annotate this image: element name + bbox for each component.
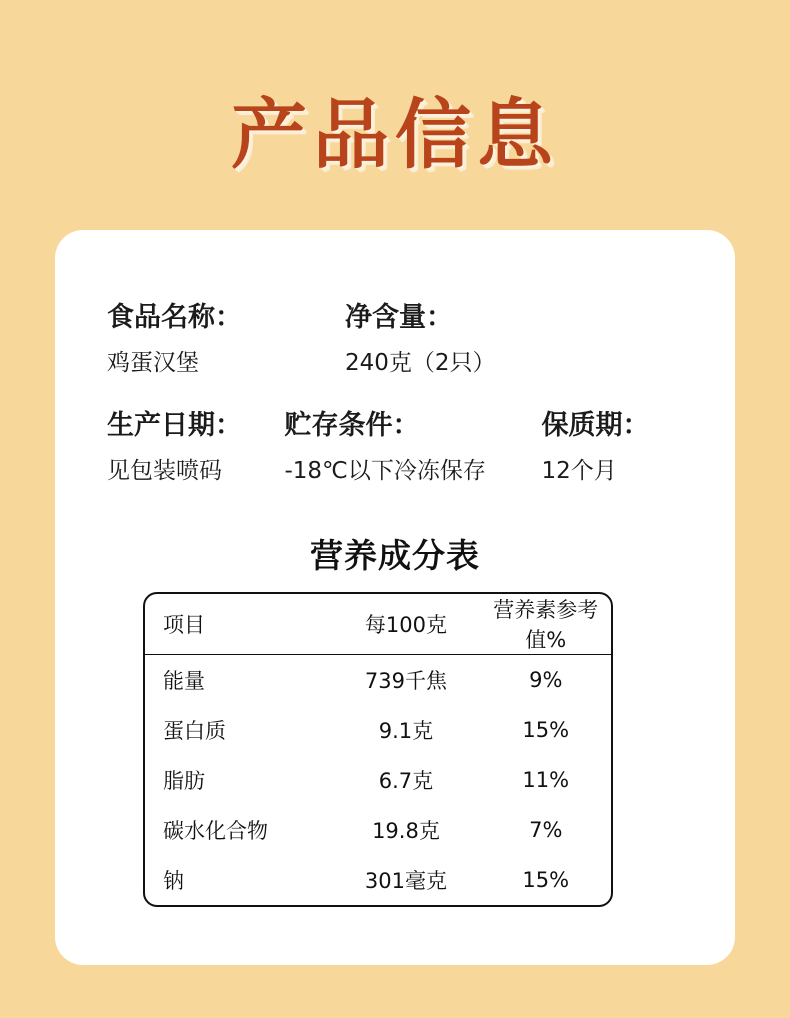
product-info-block [103, 295, 695, 485]
food-name-value: 鸡蛋汉堡 [107, 350, 199, 376]
cell-nrv: 9% [529, 668, 563, 692]
cell-item: 能量 [163, 669, 205, 693]
page-title: 产品信息 [231, 90, 559, 179]
net-content-value: 240克（2只） [345, 350, 496, 376]
column-header-nrv: 营养素参考值% [493, 598, 599, 652]
cell-per100g: 9.1克 [378, 719, 434, 743]
production-date-value: 见包装喷码 [107, 458, 222, 484]
cell-nrv: 7% [529, 818, 563, 842]
column-header-per100g: 每100克 [364, 613, 447, 637]
cell-per100g: 6.7克 [378, 769, 434, 793]
cell-item: 碳水化合物 [163, 819, 268, 843]
shelf-life-value: 12个月 [541, 458, 617, 484]
cell-nrv: 15% [522, 718, 570, 742]
table-row [145, 805, 611, 855]
table-row [145, 855, 611, 905]
nutrition-table-title: 营养成分表 [310, 536, 480, 575]
cell-nrv: 11% [522, 768, 570, 792]
cell-nrv: 15% [522, 868, 570, 892]
info-row-values-2 [103, 452, 695, 485]
food-name-label: 食品名称： [107, 302, 242, 333]
info-card [55, 230, 735, 965]
cell-item: 蛋白质 [163, 719, 226, 743]
info-row-values-1 [103, 344, 695, 377]
net-content-label: 净含量： [345, 302, 453, 333]
production-date-label: 生产日期： [107, 410, 242, 441]
cell-per100g: 19.8克 [372, 819, 440, 843]
storage-condition-value: -18℃以下冷冻保存 [284, 458, 486, 484]
shelf-life-label: 保质期： [541, 410, 650, 441]
cell-per100g: 301毫克 [364, 869, 447, 893]
table-row [145, 705, 611, 755]
info-row-labels-1 [103, 295, 695, 334]
table-row [145, 755, 611, 805]
storage-condition-label: 贮存条件： [284, 410, 420, 441]
table-header-row [145, 594, 611, 655]
cell-per100g: 739千焦 [364, 669, 447, 693]
column-header-item: 项目 [163, 613, 205, 637]
cell-item: 脂肪 [163, 769, 205, 793]
nutrition-table [143, 592, 613, 907]
table-row [145, 655, 611, 706]
cell-item: 钠 [163, 869, 184, 893]
info-row-labels-2 [103, 403, 695, 442]
